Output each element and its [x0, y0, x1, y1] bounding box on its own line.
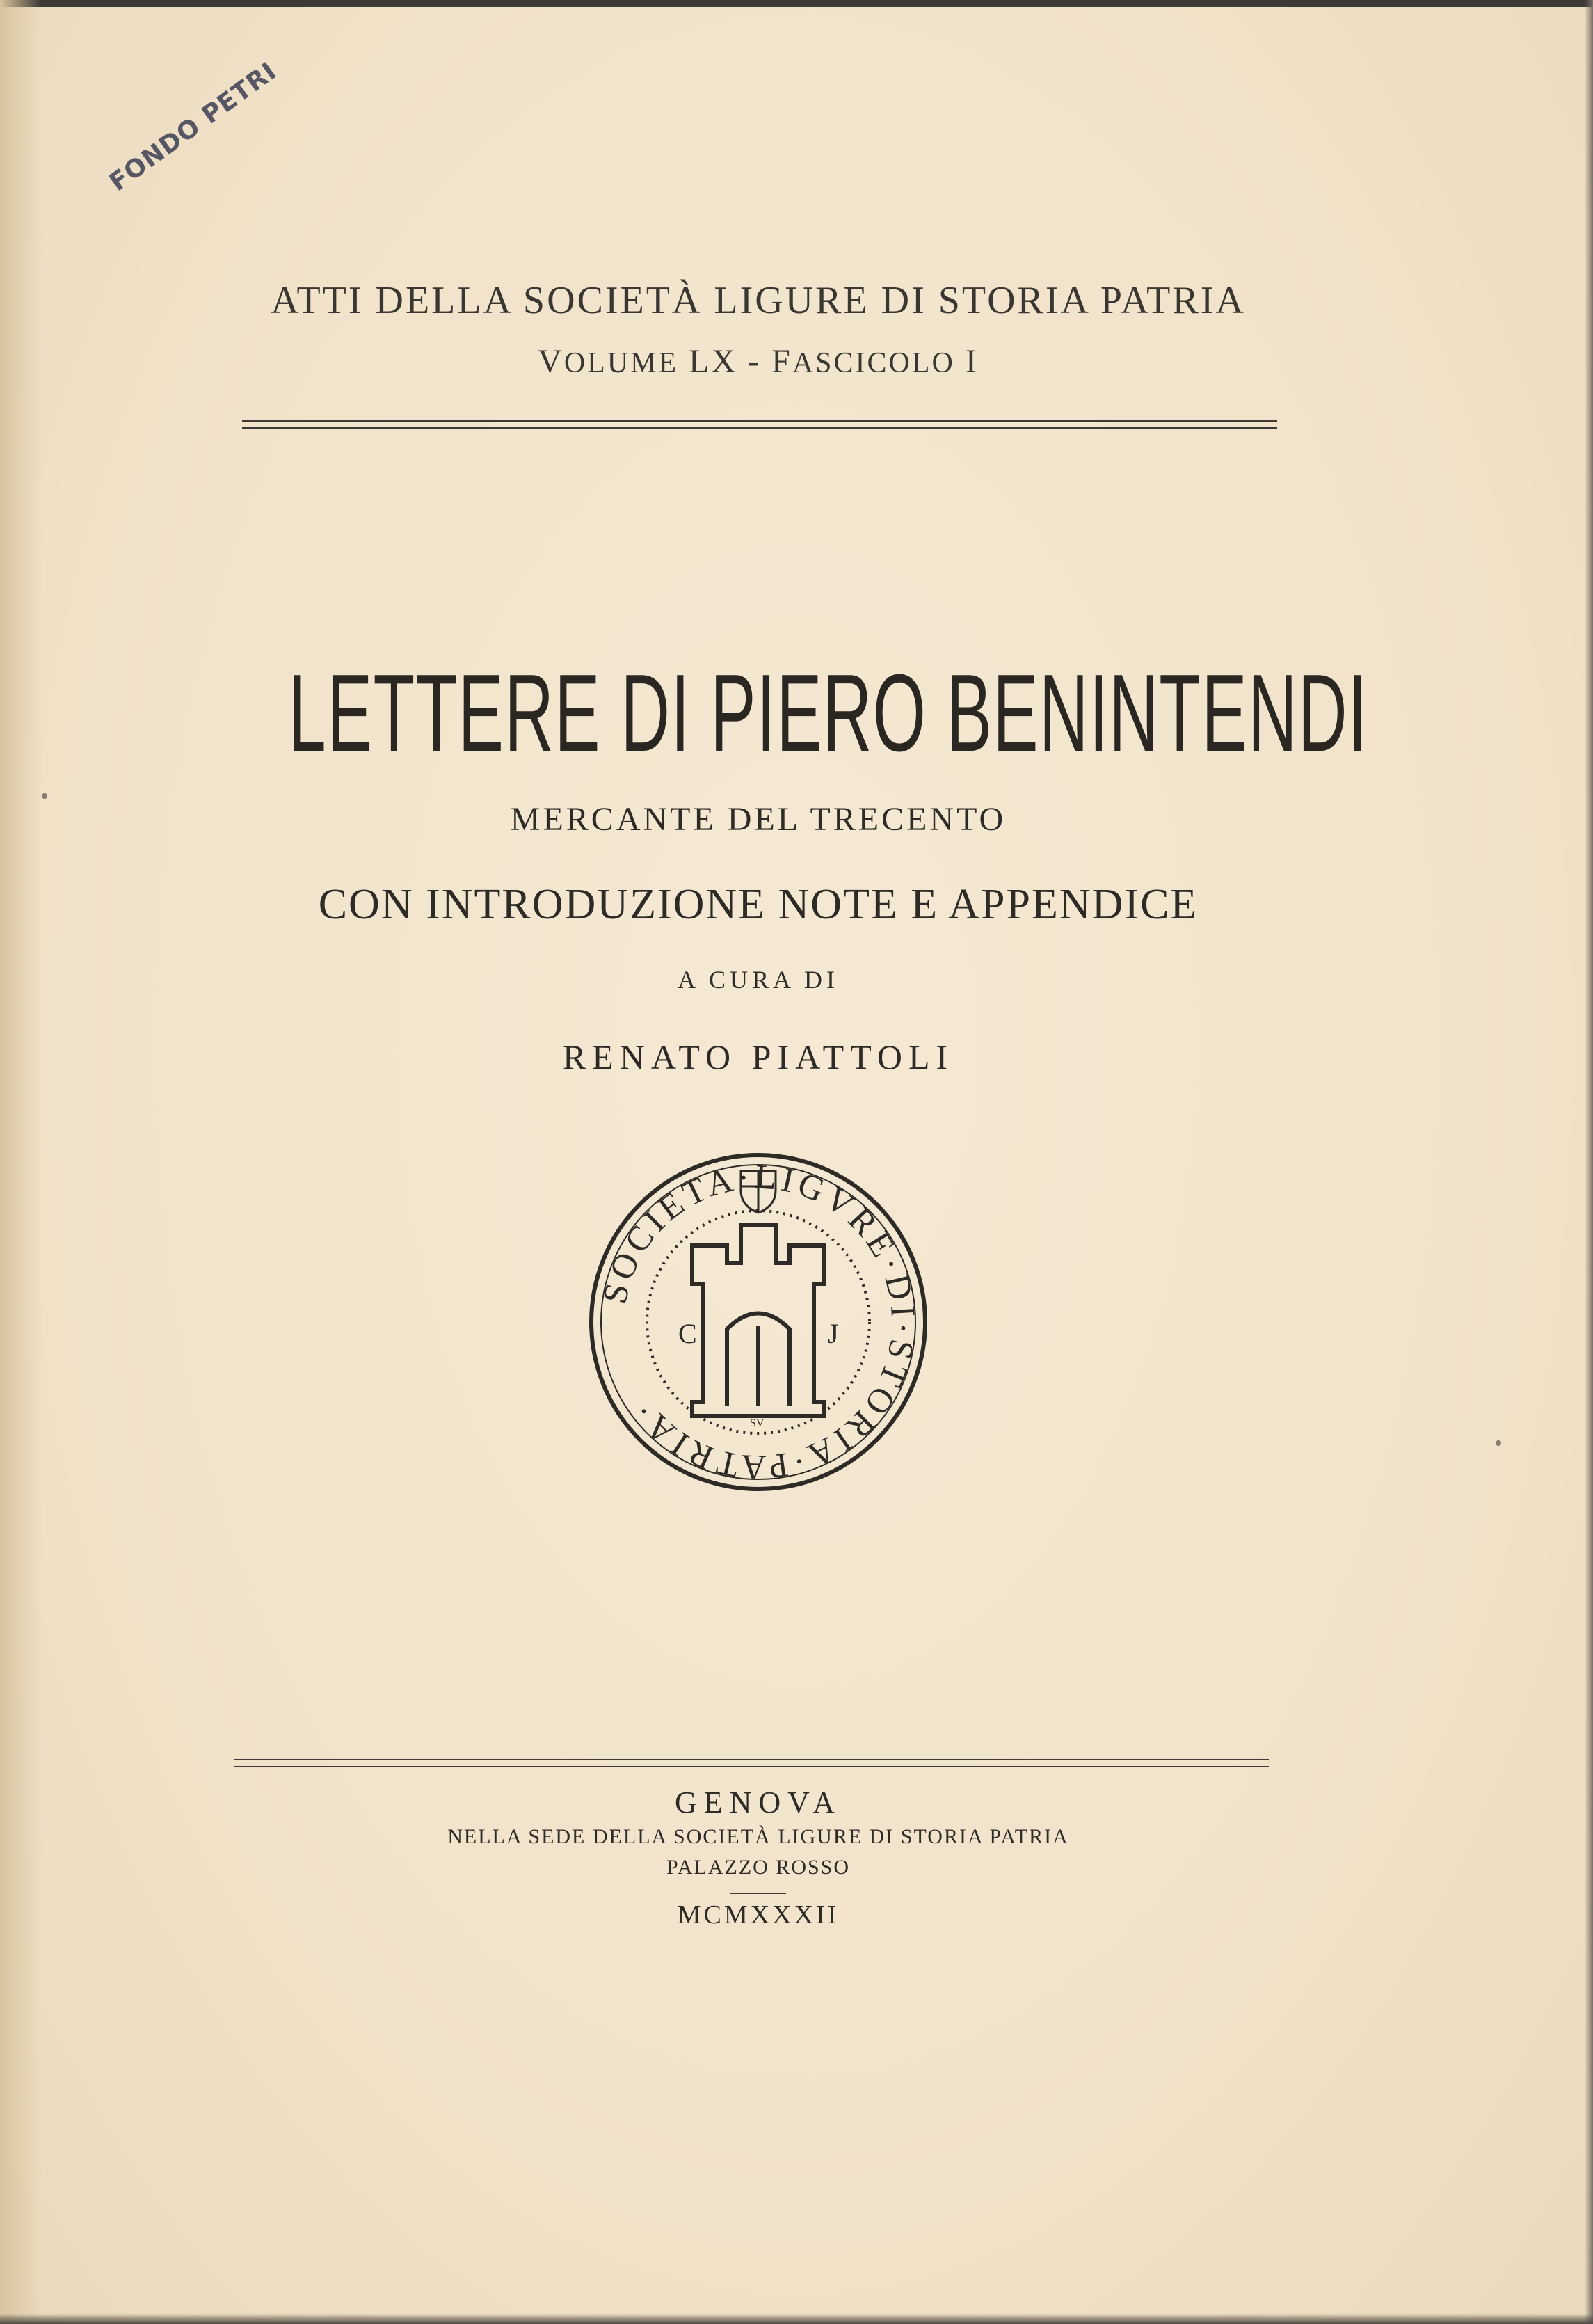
year-rule	[730, 1893, 786, 1894]
publication-year: MCMXXXII	[677, 1900, 840, 1929]
page-top-edge	[0, 0, 1593, 7]
volume-number: LX -	[678, 343, 772, 380]
volume-f-cap: F	[771, 343, 792, 380]
series-title: ATTI DELLA SOCIETÀ LIGURE DI STORIA PATRIA	[271, 279, 1246, 322]
society-seal	[588, 1152, 929, 1493]
seal-letter-left: C	[678, 1318, 697, 1349]
book-title: LETTERE DI PIERO BENINTENDI	[288, 652, 1368, 774]
page-right-edge	[1585, 0, 1593, 2324]
castle-icon	[692, 1225, 824, 1416]
publisher-building: PALAZZO ROSSO	[666, 1856, 851, 1879]
seal-inscription: SOCIETA·LIGVRE·DI·STORIA·PATRIA·	[594, 1156, 924, 1488]
seal-letter-right: J	[828, 1318, 839, 1349]
volume-v-rest: OLUME	[563, 347, 679, 379]
top-double-rule	[242, 420, 1277, 429]
editor-name: RENATO PIATTOLI	[562, 1037, 954, 1076]
volume-f-rest: ASCICOLO	[792, 347, 955, 379]
paper-speck	[1496, 1440, 1501, 1446]
publisher-seat: NELLA SEDE DELLA SOCIETÀ LIGURE DI STORIA PATRIA	[447, 1825, 1069, 1848]
book-subtitle: MERCANTE DEL TRECENTO	[510, 801, 1007, 838]
paper-speck	[42, 793, 47, 799]
curated-by-label: A CURA DI	[677, 966, 840, 994]
seal-engraver-mark: SV	[750, 1417, 765, 1429]
page-bottom-edge	[0, 2314, 1593, 2324]
volume-fascicle: I	[954, 343, 979, 380]
volume-line	[0, 342, 1516, 381]
book-subtitle-contents: CON INTRODUZIONE NOTE E APPENDICE	[318, 881, 1199, 928]
publication-city: GENOVA	[674, 1785, 842, 1820]
bottom-double-rule	[234, 1759, 1269, 1767]
library-stamp: FONDO PETRI	[104, 56, 282, 198]
volume-v-cap: V	[538, 343, 564, 380]
